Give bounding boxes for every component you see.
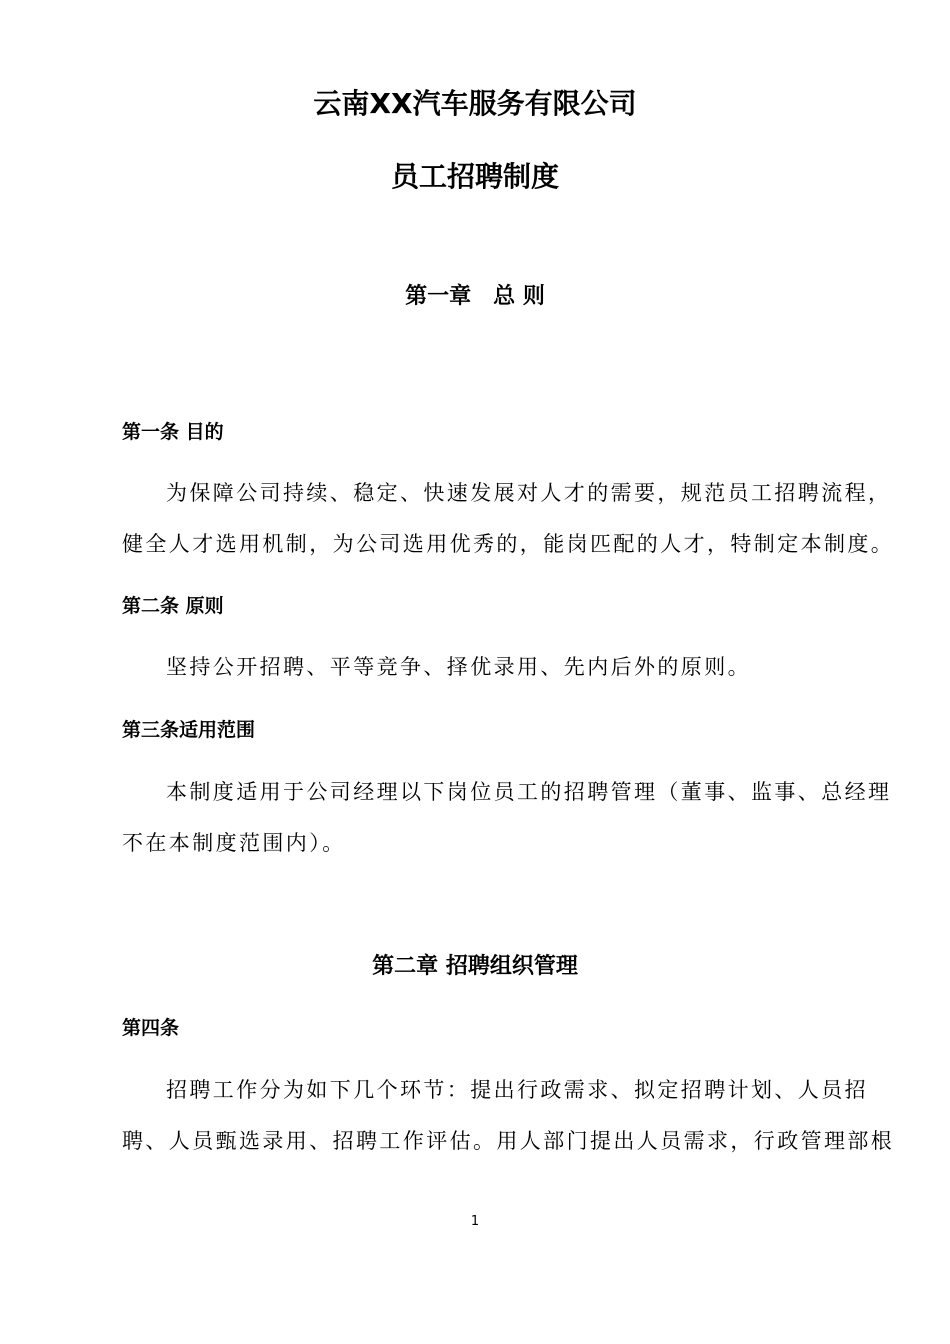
document-title: 云南XX汽车服务有限公司 — [313, 87, 637, 120]
paragraph-line: 招聘工作分为如下几个环节：提出行政需求、拟定招聘计划、人员招 — [166, 1078, 868, 1102]
article-heading: 第三条适用范围 — [122, 719, 256, 741]
document-subtitle: 员工招聘制度 — [390, 160, 559, 193]
paragraph-line: 为保障公司持续、稳定、快速发展对人才的需要，规范员工招聘流程， — [166, 481, 892, 505]
chapter-heading: 第一章 总 则 — [405, 284, 545, 309]
article-heading: 第二条 原则 — [122, 595, 224, 617]
chapter-heading: 第二章 招聘组织管理 — [372, 954, 578, 979]
paragraph-line: 聘、人员甄选录用、招聘工作评估。用人部门提出人员需求，行政管理部根 — [122, 1129, 895, 1153]
paragraph-line: 不在本制度范围内）。 — [122, 831, 346, 855]
paragraph-line: 健全人才选用机制，为公司选用优秀的，能岗匹配的人才，特制定本制度。 — [122, 532, 895, 556]
page-number: 1 — [470, 1214, 480, 1229]
paragraph-line: 本制度适用于公司经理以下岗位员工的招聘管理（董事、监事、总经理 — [166, 780, 892, 804]
article-heading: 第一条 目的 — [122, 421, 224, 443]
paragraph-line: 坚持公开招聘、平等竞争、择优录用、先内后外的原则。 — [166, 655, 751, 679]
article-heading: 第四条 — [122, 1017, 180, 1039]
